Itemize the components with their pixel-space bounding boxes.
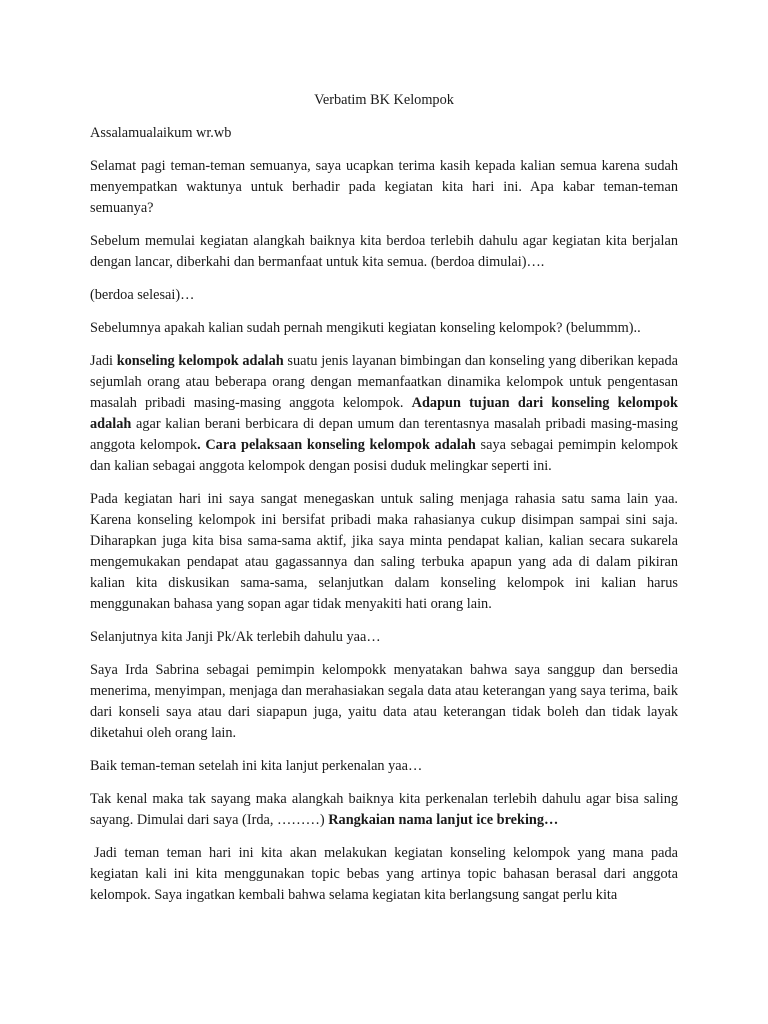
document-title: Verbatim BK Kelompok	[314, 92, 454, 108]
definition-text-4: saya sebagai pemimpin kelompok dan kalian sebagai anggota kelompok dengan posisi duduk melingkar seperti ini.	[90, 437, 678, 474]
introduction-paragraph	[90, 789, 678, 831]
promise-paragraph: Saya Irda Sabrina sebagai pemimpin kelompokk menyatakan bahwa saya sanggup dan bersedia menerima, menyimpan, menjaga dan merahasiakan segala data atau keterangan yang saya terima, baik dari konseli saya atau dari siapapun juga, yaitu data atau keterangan tidak boleh dan tidak layak diketahui oleh orang lain.	[90, 662, 678, 741]
promise-intro-paragraph: Selanjutnya kita Janji Pk/Ak terlebih dahulu yaa…	[90, 629, 381, 645]
topic-paragraph: Jadi teman teman hari ini kita akan melakukan kegiatan konseling kelompok yang mana pada kegiatan kali ini kita menggunakan topic bebas yang artinya topic bahasan berasal dari anggota kelompok. Saya ingatkan kembali bahwa selama kegiatan kita berlangsung sangat perlu kita	[90, 845, 678, 903]
greeting-paragraph: Assalamualaikum wr.wb	[90, 125, 232, 141]
definition-text-1: Jadi	[90, 353, 117, 369]
definition-bold-3: . Cara pelaksaan konseling kelompok adalah	[197, 437, 476, 453]
introduction-bold: Rangkaian nama lanjut ice breking…	[328, 812, 559, 828]
definition-bold-1: konseling kelompok adalah	[116, 353, 284, 369]
definition-bold-2: Adapun tujuan dari konseling kelompok adalah	[90, 395, 678, 432]
introduction-text: Tak kenal maka tak sayang maka alangkah baiknya kita perkenalan terlebih dahulu agar bisa saling sayang. Dimulai dari saya (Irda, ………)	[90, 791, 678, 828]
prayer-end-paragraph: (berdoa selesai)…	[90, 287, 195, 303]
definition-text-3: agar kalian berani berbicara di depan umum dan terentasnya masalah pribadi masing-masing anggota kelompok	[90, 416, 678, 453]
prayer-paragraph: Sebelum memulai kegiatan alangkah baiknya kita berdoa terlebih dahulu agar kegiatan kita berjalan dengan lancar, diberkahi dan bermanfaat untuk kita semua. (berdoa dimulai)….	[90, 233, 678, 270]
welcome-paragraph: Selamat pagi teman-teman semuanya, saya ucapkan terima kasih kepada kalian semua karena sudah menyempatkan waktunya untuk berhadir pada kegiatan kita hari ini. Apa kabar teman-teman semuanya?	[90, 158, 678, 216]
definition-paragraph	[90, 351, 678, 477]
introduction-intro-paragraph: Baik teman-teman setelah ini kita lanjut perkenalan yaa…	[90, 758, 423, 774]
confidentiality-paragraph: Pada kegiatan hari ini saya sangat menegaskan untuk saling menjaga rahasia satu sama lain yaa. Karena konseling kelompok ini bersifat pribadi maka rahasianya cukup disimpan sampai sini saja. Diharapkan juga kita bisa sama-sama aktif, jika saya minta pendapat kalian, kalian secara sukarela mengemukakan pendapat atau gagassannya dan saling terbuka apapun yang ada di dalam pikiran kalian kita diskusikan sama-sama, selanjutkan dalam konseling kelompok ini kalian harus menggunakan bahasa yang sopan agar tidak menyakiti hati orang lain.	[90, 491, 678, 612]
question-paragraph: Sebelumnya apakah kalian sudah pernah mengikuti kegiatan konseling kelompok? (belummm)..	[90, 320, 641, 336]
definition-text-2: suatu jenis layanan bimbingan dan konseling yang diberikan kepada sejumlah orang atau beberapa orang dengan memanfaatkan dinamika kelompok untuk pengentasan masalah pribadi masing-masing anggota kelompok.	[90, 353, 678, 411]
